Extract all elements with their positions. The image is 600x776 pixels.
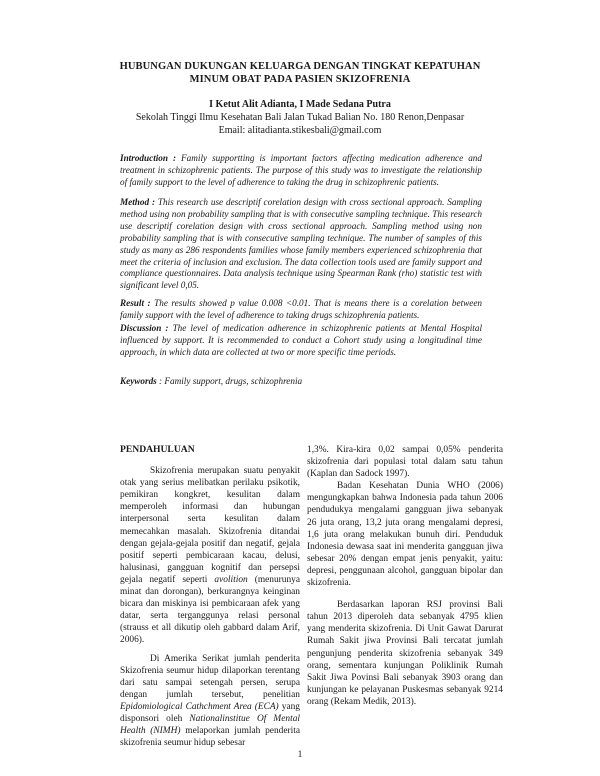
right-column xyxy=(307,444,503,708)
discussion-text: The level of medication adherence in schizophrenic patients at Mental Hospital influenced by support. It is recommended to conduct a Cohort study using a longitudinal time approach, in which data are collected at two or more specific time periods. xyxy=(120,323,483,357)
author-block xyxy=(100,98,500,137)
paragraph: Di Amerika Serikat jumlah penderita Skizofrenia seumur hidup dilaporkan terentang dari satu sampai setengah persen, serupa dengan jumlah tersebut, penelitian Epidomiological Cathchment Area (ECA) yang disponsori oleh Nationalinstitue Of Mental Health (NIMH) melaporkan jumlah penderita skizofrenia seumur hidup sebesar xyxy=(120,653,300,749)
title-line-1: HUBUNGAN DUKUNGAN KELUARGA DENGAN TINGKAT KEPATUHAN xyxy=(119,61,481,72)
discussion-label: Discussion : xyxy=(120,323,169,333)
result-label: Result : xyxy=(120,298,151,308)
abstract-introduction xyxy=(120,153,482,189)
method-text: This research use descriptif corelation design with cross sectional approach. Sampling method using non probability sampling that is with consecutive sampling technique. This research use descriptif corelation design with cross sectional approach. Sampling method using non probability sampling that is with consecutive sampling technique. The number of samples of this study as many as 286 respondents families whose family members experienced schizophrenia that meet the criteria of inclusion and exclusion. The data collection tools used are family support and compliance questionnaires. Data analysis technique using Spearman Rank (rho) statistic test with significant level 0,05. xyxy=(120,197,483,291)
paragraph: Berdasarkan laporan RSJ provinsi Bali tahun 2013 diperoleh data sebanyak 4795 klien yang menderita skizofrenia. Di Unit Gawat Darurat Rumah Sakit jiwa Provinsi Bali tercatat jumlah pengunjung penderita skizofrenia sebanyak 349 orang, sementara kunjungan Poliklinik Rumah Sakit Jiwa Povinsi Bali sebanyak 3903 orang dan kunjungan ke pelayanan Puskesmas sebanyak 9214 orang (Rekam Medik, 2013). xyxy=(307,600,503,707)
abstract-discussion xyxy=(120,323,482,359)
page-number: 1 xyxy=(297,750,303,760)
intro-label: Introduction : xyxy=(120,153,177,163)
title-line-2: MINUM OBAT PADA PASIEN SKIZOFRENIA xyxy=(189,74,411,85)
section-heading: PENDAHULUAN xyxy=(120,444,195,455)
result-text: The results showed p value 0.008 <0.01. That is means there is a corelation between family support with the level of adherence to taking drugs schizophrenia patients. xyxy=(120,298,482,320)
keywords-text: : Family support, drugs, schizophrenia xyxy=(156,376,303,386)
paragraph: 1,3%. Kira-kira 0,02 sampai 0,05% penderita skizofrenia dari populasi total dalam satu tahun (Kaplan dan Sadock 1997). xyxy=(307,445,503,480)
keywords-label: Keywords xyxy=(120,376,157,386)
abstract-method xyxy=(120,197,482,292)
left-column xyxy=(120,444,300,749)
paragraph: Badan Kesehatan Dunia WHO (2006) mengungkapkan bahwa Indonesia pada tahun 2006 pendudukya mengalami gangguan jiwa sebanyak 26 juta orang, 13,2 juta orang mengalami depresi, 1,6 juta orang melakukan bunuh diri. Penduduk Indonesia dewasa saat ini menderita gangguan jiwa sebesar 20% dengan empat jenis penyakit, yaitu: depresi, penggunaan alcohol, gangguan bipolar dan skizofrenia. xyxy=(307,481,503,589)
paper-title xyxy=(100,60,500,86)
intro-text: Family supportting is important factors affecting medication adherence and treatment in schizophrenic patients. The purpose of this study was to investigate the relationship of family support to the level of adherence to taking the drug in schizophrenic patients. xyxy=(120,153,482,187)
paragraph: Skizofrenia merupakan suatu penyakit otak yang serius melibatkan perilaku psikotik, pemikiran kongkret, kesulitan dalam memperoleh informasi dan hubungan interpersonal serta kesulitan dalam memecahkan masalah. Skizofrenia ditandai dengan gejala-gejala positif dan negatif, gejala positif seperti pembicaraan kacau, delusi, halusinasi, gangguan kognitif dan persepsi gejala negatif seperti avolition (menurunya minat dan dorongan), berkurangnya keinginan bicara dan miskinya isi pembicaraan afek yang datar, serta terganggunya relasi personal (strauss et all dikutip oleh gabbard dalam Arif, 2006). xyxy=(120,466,301,646)
method-label: Method : xyxy=(120,197,156,207)
affiliation: Sekolah Tinggi Ilmu Kesehatan Bali Jalan Tukad Balian No. 180 Renon,Denpasar xyxy=(135,112,465,123)
email: Email: alitadianta.stikesbali@gmail.com xyxy=(218,125,382,136)
abstract-result xyxy=(120,298,482,322)
keywords xyxy=(120,376,482,388)
author-names: I Ketut Alit Adianta, I Made Sedana Putra xyxy=(209,99,391,110)
